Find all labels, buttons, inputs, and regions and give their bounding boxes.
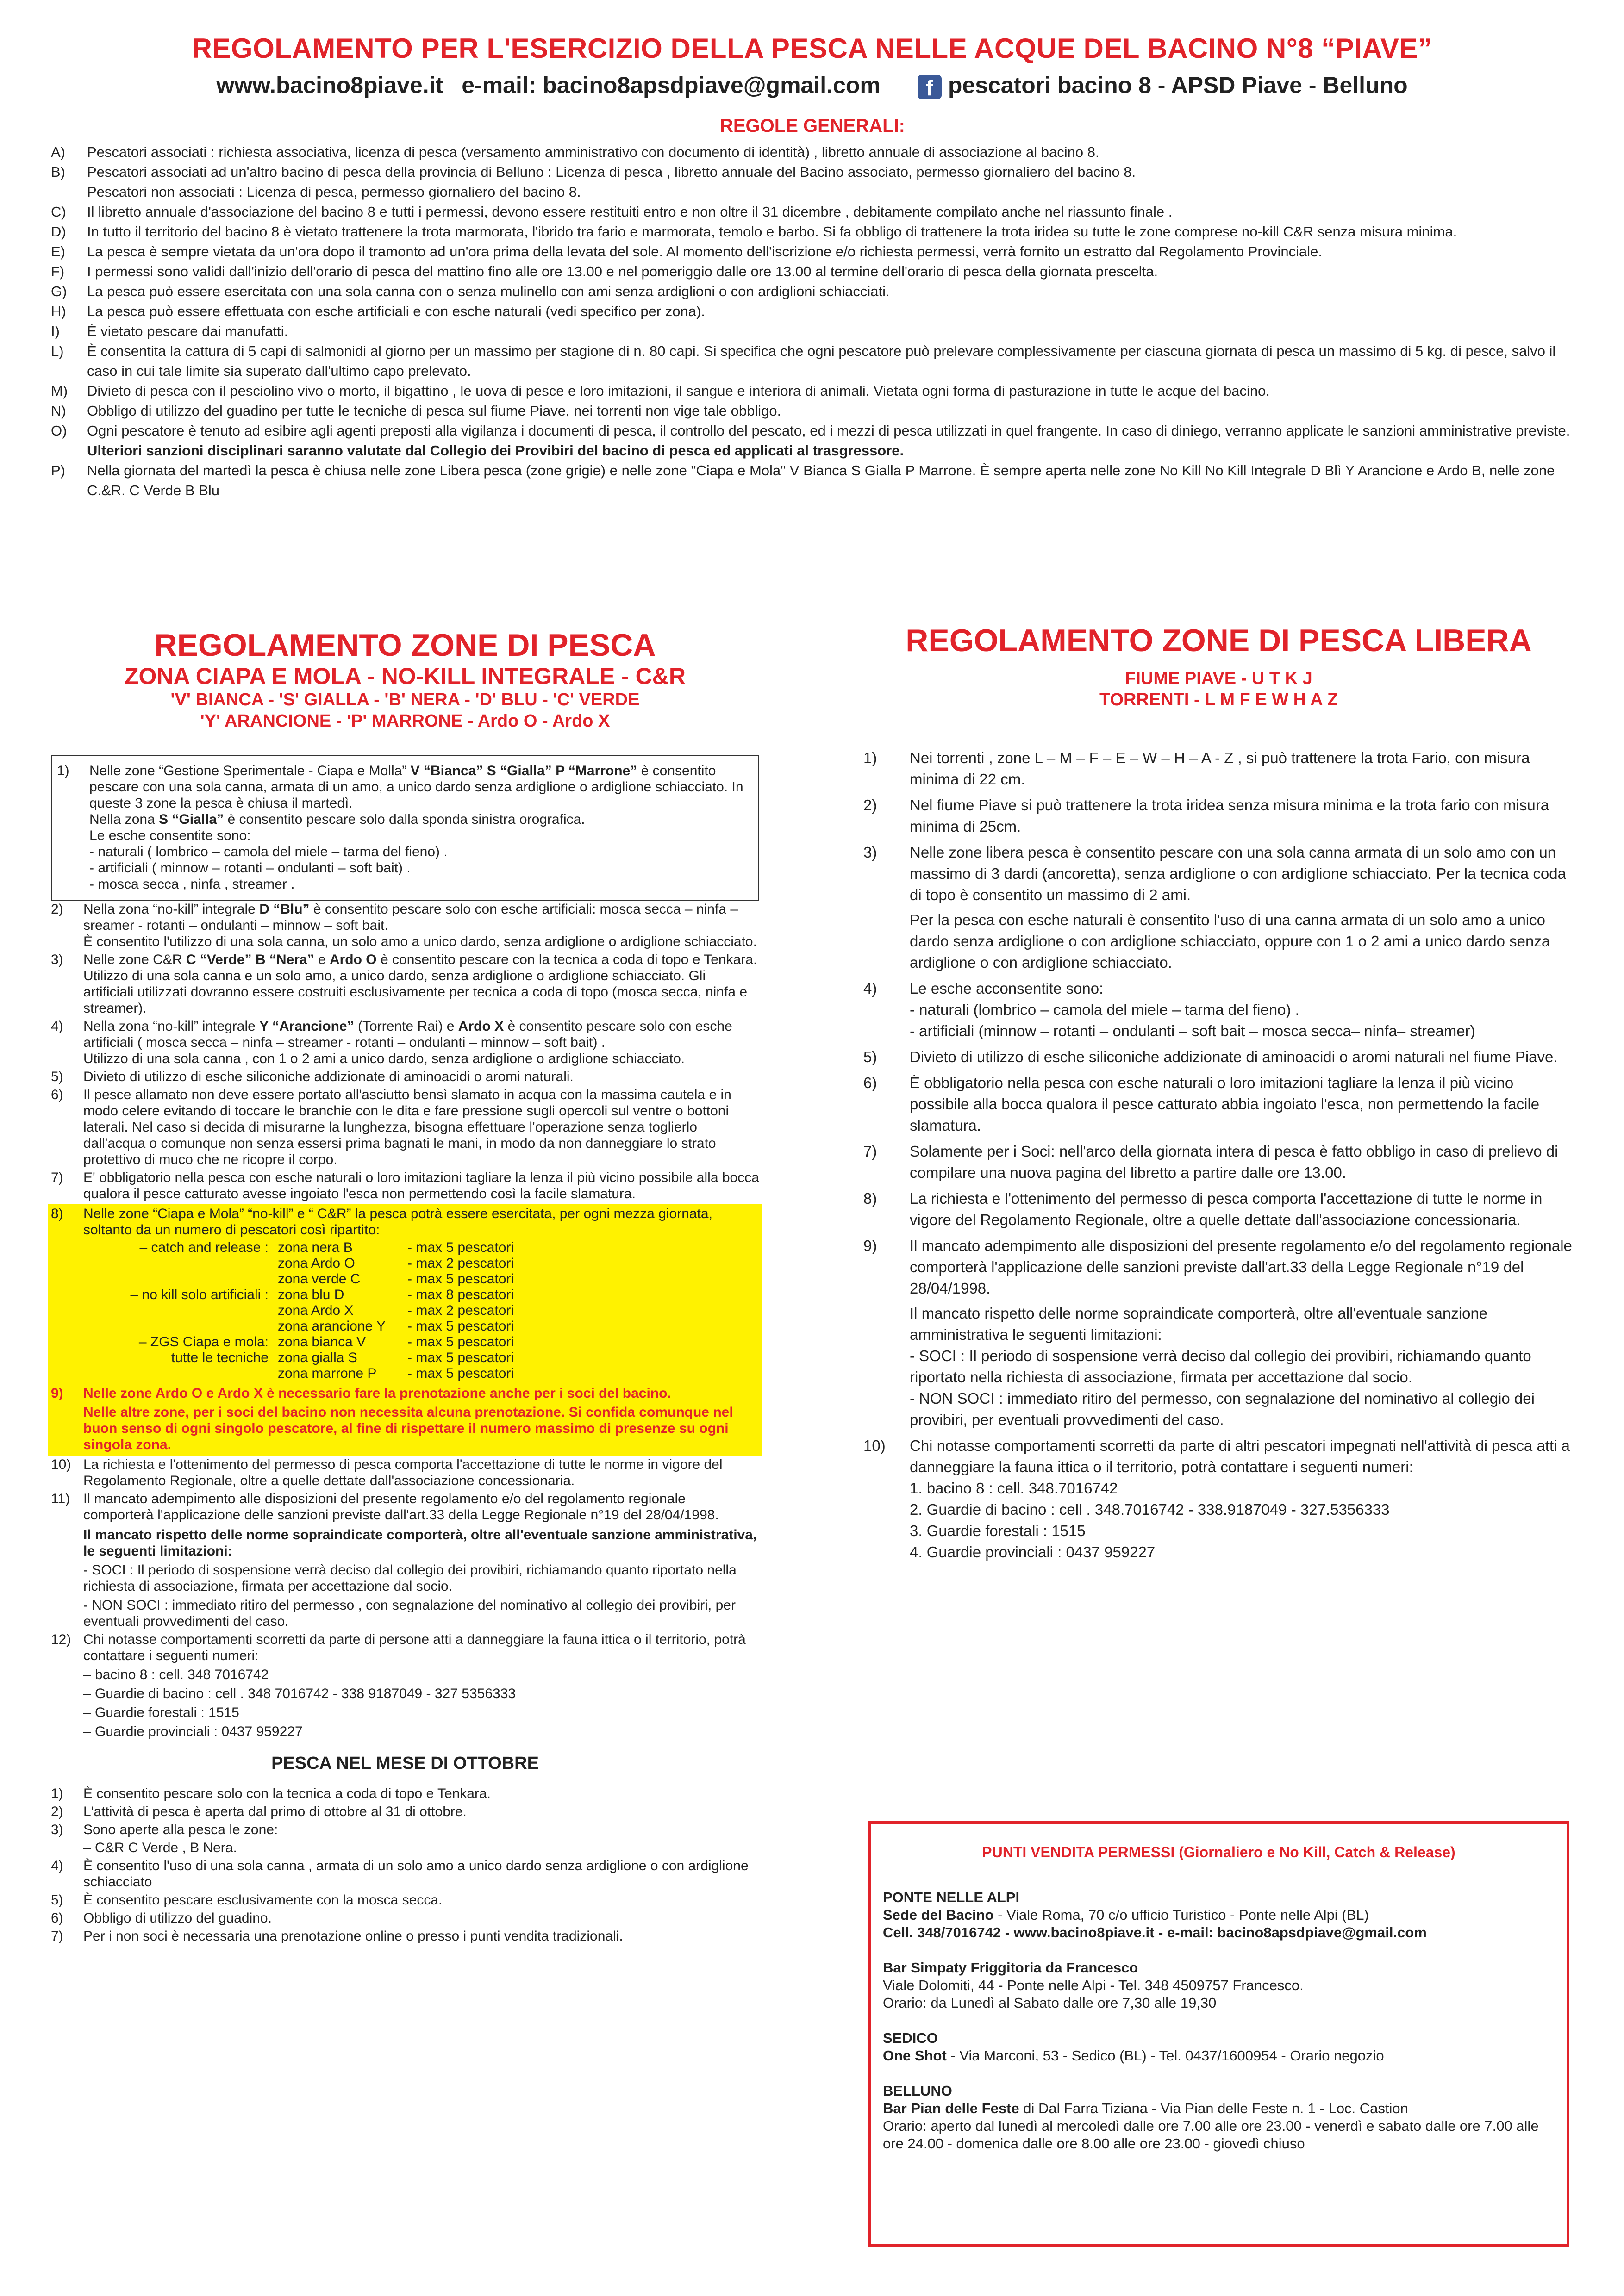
rule-text-bold: Ulteriori sanzioni disciplinari saranno valutate dal Collegio dei Provibiri del bacino di pesca ed applicati al trasgressore. xyxy=(87,442,904,459)
item-number: 5) xyxy=(51,1069,63,1084)
quota-zone: zona Ardo O xyxy=(278,1256,355,1271)
rule-text: La pesca è sempre vietata da un'ora dopo il tramonto ad un'ora prima della levata del sole. Al momento dell'iscrizione e/o richiesta permessi, verrà fornito un estratto dal Regolamento Provinciale. xyxy=(87,243,1322,260)
list-item xyxy=(51,1840,759,1856)
highlight-box xyxy=(48,1204,762,1456)
contact-line: – bacino 8 : cell. 348 7016742 xyxy=(83,1667,269,1682)
zone-name: S “Gialla” xyxy=(159,812,224,827)
item-number: 6) xyxy=(51,1910,63,1926)
item-text: È consentito l'utilizzo di una sola canna, un solo amo a unico dardo, senza ardiglione o ardiglione schiacciato. xyxy=(83,934,757,949)
rule-row xyxy=(51,281,1574,301)
item-text: Il mancato adempimento alle disposizioni del presente regolamento e/o del regolamento regionale comporterà l'applicazione delle sanzioni previste dall'art.33 della Legge Regionale n°19 del 28/04/1998. xyxy=(910,1237,1572,1297)
zone-name: Ardo O xyxy=(329,952,377,967)
item-number: 2) xyxy=(863,796,877,814)
rule-key: N) xyxy=(51,403,66,419)
contact-line: 1. bacino 8 : cell. 348.7016742 xyxy=(910,1480,1118,1497)
item-number: 3) xyxy=(863,844,877,861)
item-text: (Torrente Rai) e xyxy=(358,1019,455,1034)
item-text: e xyxy=(318,952,326,967)
point-address: - Viale Roma, 70 c/o ufficio Turistico - Ponte nelle Alpi (BL) xyxy=(993,1907,1369,1923)
contact-line: 2. Guardie di bacino : cell . 348.7016742 - 338.9187049 - 327.5356333 xyxy=(910,1501,1390,1518)
point-name: Bar Pian delle Feste xyxy=(883,2100,1019,2116)
list-item xyxy=(863,1435,1574,1563)
rule-key: A) xyxy=(51,144,65,160)
item-number: 10) xyxy=(863,1437,886,1454)
item-text: Sono aperte alla pesca le zone: xyxy=(83,1822,278,1837)
item-number: 1) xyxy=(863,749,877,766)
item-text: Utilizzo di una sola canna , con 1 o 2 ami a unico dardo, senza ardiglione o ardiglione schiacciato. xyxy=(83,1051,685,1066)
item-text: Nelle zone Ardo O e Ardo X è necessario fare la prenotazione anche per i soci del bacino. xyxy=(83,1386,671,1401)
quota-max: - max 2 pescatori xyxy=(407,1256,514,1271)
item-text: È consentito pescare esclusivamente con la mosca secca. xyxy=(83,1892,443,1908)
item-text: è consentito pescare con la tecnica a coda di topo e Tenkara. Utilizzo di una sola canna e un solo amo, a unico dardo, senza ardiglione o ardiglione schiacciato. Gli artificiali utilizzati dovranno essere costruiti esclusivamente per tecnica a coda di topo (mosca secca, ninfa e streamer). xyxy=(83,952,757,1016)
rule-key: B) xyxy=(51,164,65,180)
item-number: 12) xyxy=(51,1632,71,1647)
list-item xyxy=(51,1892,759,1908)
rule-key: D) xyxy=(51,224,66,240)
item-text: Per la pesca con esche naturali è consentito l'uso di una canna armata di un solo amo a unico dardo senza ardiglione o con ardiglione schiacciato, oppure con 1 o 2 ami a unico dardo senza ardiglione o con ardiglione schiacciato. xyxy=(910,911,1550,971)
point-hours: Orario: da Lunedì al Sabato dalle ore 7,30 alle 19,30 xyxy=(883,1995,1217,2011)
item-text: - naturali ( lombrico – camola del miele – tarma del fieno) . xyxy=(89,844,448,859)
list-item xyxy=(863,1235,1574,1431)
item-text: Obbligo di utilizzo del guadino. xyxy=(83,1910,272,1926)
quota-zone: zona bianca V xyxy=(278,1334,366,1350)
left-title: REGOLAMENTO ZONE DI PESCA xyxy=(154,628,656,663)
list-item xyxy=(863,795,1574,837)
item-text: Nei torrenti , zone L – M – F – E – W – H – A - Z , si può trattenere la trota Fario, con misura minima di 22 cm. xyxy=(910,749,1530,788)
zone-name: C “Verde” xyxy=(186,952,252,967)
item-number: 5) xyxy=(51,1892,63,1908)
rule-row xyxy=(51,242,1574,261)
quota-max: - max 5 pescatori xyxy=(407,1350,514,1365)
list-item xyxy=(51,1206,759,1238)
rule-key: I) xyxy=(51,323,60,339)
right-column xyxy=(863,622,1574,1568)
facebook-icon[interactable]: f xyxy=(918,75,942,99)
contact-line: – Guardie forestali : 1515 xyxy=(83,1705,239,1720)
left-column xyxy=(51,627,759,1946)
item-number: 8) xyxy=(863,1190,877,1207)
zone-name: Ardo X xyxy=(458,1019,504,1034)
item-text: È consentito pescare solo con la tecnica a coda di topo e Tenkara. xyxy=(83,1786,491,1801)
list-item xyxy=(51,1858,759,1890)
item-text: è consentito pescare solo con esche artificiali: mosca secca – ninfa – sreamer - rotanti – ondulanti – minnow – soft bait. xyxy=(83,902,738,933)
item-text: - artificiali ( minnow – rotanti – ondulanti – soft bait) . xyxy=(89,860,411,876)
point-of-sale xyxy=(883,2029,1555,2065)
rule-key: F) xyxy=(51,263,65,280)
rule-text: Pescatori associati ad un'altro bacino di pesca della provincia di Belluno : Licenza di pesca , libretto annuale del Bacino associato, permesso giornaliero del bacino 8. xyxy=(87,164,1136,180)
item-text: Nelle altre zone, per i soci del bacino non necessita alcuna prenotazione. Si confida comunque nel buon senso di ogni singolo pescatore, al fine di rispettare il numero massimo di presenze su ogni singola zona. xyxy=(83,1405,733,1452)
point-address: di Dal Farra Tiziana - Via Pian delle Feste n. 1 - Loc. Castion xyxy=(1019,2100,1408,2116)
rule-key: L) xyxy=(51,343,64,359)
rule-row xyxy=(51,321,1574,341)
quota-category xyxy=(120,1366,278,1381)
rule-key: E) xyxy=(51,243,65,260)
right-subtitle-river: FIUME PIAVE - U T K J xyxy=(1125,669,1312,688)
item-text: - SOCI : Il periodo di sospensione verrà deciso dal collegio dei provibiri, richiamando quanto riportato nella richiesta di associazione, firmata per accettazione dal socio. xyxy=(83,1562,737,1594)
right-title-block xyxy=(863,622,1574,710)
list-item xyxy=(51,1491,759,1630)
item-number: 8) xyxy=(51,1206,63,1221)
rule-text: Divieto di pesca con il pesciolino vivo o morto, il bigattino , le uova di pesce e loro imitazioni, il sangue e interiora di animali. Vietata ogni forma di pasturazione in tutte le acque del bacino. xyxy=(87,383,1270,399)
item-text: Nella zona “no-kill” integrale xyxy=(83,1019,256,1034)
contact-line: 3. Guardie forestali : 1515 xyxy=(910,1522,1086,1539)
item-text: Divieto di utilizzo di esche siliconiche addizionate di aminoacidi o aromi naturali. xyxy=(83,1069,574,1084)
item-text: Solamente per i Soci: nell'arco della giornata intera di pesca è fatto obbligo in caso di prelievo di compilare una nuova pagina del libretto a partire dalle ore 13.00. xyxy=(910,1143,1558,1181)
left-subtitle: ZONA CIAPA E MOLA - NO-KILL INTEGRALE - C&R xyxy=(125,663,686,689)
item-number: 9) xyxy=(51,1386,63,1401)
item-text: - naturali (lombrico – camola del miele – tarma del fieno) . xyxy=(910,1001,1299,1018)
point-hours: Orario: aperto dal lunedì al mercoledì dalle ore 7.00 alle ore 23.00 - venerdì e sabato dalle ore 7.00 alle ore 24.00 - domenica dalle ore 8.00 alle ore 23.00 - giovedì chiuso xyxy=(883,2118,1539,2152)
item-text: Il mancato rispetto delle norme sopraindicate comporterà, oltre all'eventuale sanzione amministrativa le seguenti limitazioni: xyxy=(910,1305,1488,1343)
rule-key xyxy=(51,182,87,202)
october-title: PESCA NEL MESE DI OTTOBRE xyxy=(271,1754,539,1773)
quota-max: - max 5 pescatori xyxy=(407,1366,514,1381)
point-city: SEDICO xyxy=(883,2030,938,2046)
list-item xyxy=(51,901,759,950)
quota-category: – no kill solo artificiali : xyxy=(130,1287,269,1302)
list-item xyxy=(51,1087,759,1168)
list-item xyxy=(863,842,1574,973)
item-number: 1) xyxy=(51,1786,63,1801)
rule-row xyxy=(51,222,1574,242)
list-item xyxy=(863,747,1574,790)
rule-row xyxy=(51,202,1574,222)
item-text: Per i non soci è necessaria una prenotazione online o presso i punti vendita tradizionali. xyxy=(83,1929,623,1944)
item-text: - NON SOCI : immediato ritiro del permesso, con segnalazione del nominativo al collegio dei provibiri, per eventuali provvedimenti del caso. xyxy=(910,1390,1535,1428)
item-number: 4) xyxy=(51,1019,63,1034)
list-item xyxy=(51,1170,759,1202)
list-item xyxy=(51,1910,759,1926)
item-text: Nelle zone “Gestione Sperimentale - Ciapa e Molla” xyxy=(89,763,407,778)
point-of-sale xyxy=(883,2082,1555,2153)
item-number: 1) xyxy=(57,763,69,778)
quota-max: - max 5 pescatori xyxy=(407,1271,514,1287)
quota-category: – ZGS Ciapa e mola: xyxy=(138,1334,269,1350)
quota-category xyxy=(120,1271,278,1287)
rule-key: O) xyxy=(51,423,67,439)
rule-key: C) xyxy=(51,204,66,220)
item-number: 7) xyxy=(51,1170,63,1185)
item-text: è consentito pescare con una sola canna, armata di un amo, a unico dardo senza ardiglione o ardiglione schiacciato. In queste 3 zone la pesca è chiusa il martedì. xyxy=(89,763,743,811)
rule-text: Pescatori associati : richiesta associativa, licenza di pesca (versamento amministrativo con documento di identità) , libretto annuale di associazione al bacino 8. xyxy=(87,144,1099,160)
list-item xyxy=(51,1786,759,1802)
rule-row xyxy=(51,401,1574,421)
quota-max: - max 5 pescatori xyxy=(407,1334,514,1350)
item-text: Nelle zone “Ciapa e Mola” “no-kill” e “ C&R” la pesca potrà essere esercitata, per ogni mezza giornata, soltanto da un numero di pescatori così ripartito: xyxy=(83,1206,712,1238)
rule-row xyxy=(51,421,1574,460)
facebook-link[interactable]: pescatori bacino 8 - APSD Piave - Belluno xyxy=(948,72,1408,98)
zone-names: V “Bianca” S “Gialla” P “Marrone” xyxy=(410,763,637,778)
item-number: 3) xyxy=(51,952,63,967)
point-city: BELLUNO xyxy=(883,2083,952,2099)
item-text: La richiesta e l'ottenimento del permesso di pesca comporta l'accettazione di tutte le norme in vigore del Regolamento Regionale, oltre a quelle dettate dall'associazione concessionaria. xyxy=(83,1457,723,1488)
quota-zone: zona arancione Y xyxy=(278,1319,386,1334)
rule-row xyxy=(51,162,1574,182)
item-text: Le esche acconsentite sono: xyxy=(910,980,1104,997)
item-text: Le esche consentite sono: xyxy=(89,828,251,843)
item-text: - artificiali (minnow – rotanti – ondulanti – soft bait – mosca secca– ninfa– streamer) xyxy=(910,1022,1475,1039)
point-address: Viale Dolomiti, 44 - Ponte nelle Alpi - Tel. 348 4509757 Francesco. xyxy=(883,1977,1304,1993)
rule-key: M) xyxy=(51,383,68,399)
item-number: 9) xyxy=(863,1237,877,1254)
item-text: È consentito l'uso di una sola canna , armata di un solo amo a unico dardo senza ardiglione o con ardiglione schiacciato xyxy=(83,1858,749,1890)
point-contacts: Cell. 348/7016742 - www.bacino8piave.it - e-mail: bacino8apsdpiave@gmail.com xyxy=(883,1924,1427,1941)
quota-zone: zona marrone P xyxy=(278,1366,377,1381)
rule-text: È vietato pescare dai manufatti. xyxy=(87,323,288,339)
list-item xyxy=(863,978,1574,1042)
item-text: - NON SOCI : immediato ritiro del permesso , con segnalazione del nominativo al collegio dei provibiri, per eventuali provvedimenti del caso. xyxy=(83,1598,736,1629)
zone-name: B xyxy=(255,952,266,967)
contact-line: 4. Guardie provinciali : 0437 959227 xyxy=(910,1543,1156,1561)
rule-text: I permessi sono validi dall'inizio dell'orario di pesca del mattino fino alle ore 13.00 e nel pomeriggio dalle ore 13.00 al termine dell'orario di pesca della giornata prescelta. xyxy=(87,263,1158,280)
list-item xyxy=(51,1804,759,1820)
rule-text: Nella giornata del martedì la pesca è chiusa nelle zone Libera pesca (zone grigie) e nelle zone "Ciapa e Mola" V Bianca S Gialla P Marrone. È sempre aperta nelle zone No Kill No Kill Integrale D Blì Y Arancione e Ardo B, nelle zone C.&R. C Verde B Blu xyxy=(87,462,1555,498)
list-item xyxy=(51,1069,759,1085)
item-text: - mosca secca , ninfa , streamer . xyxy=(89,877,295,892)
item-number: 6) xyxy=(51,1087,63,1102)
points-of-sale-box xyxy=(868,1821,1569,2247)
item-number: 4) xyxy=(51,1858,63,1873)
item-text: È obbligatorio nella pesca con esche naturali o loro imitazioni tagliare la lenza il più vicino possibile alla bocca qualora il pesce catturato abbia ingoiato l'esca, non permettendo la facile slamatura. xyxy=(910,1074,1540,1134)
left-zones-line2: 'Y' ARANCIONE - 'P' MARRONE - Ardo O - Ardo X xyxy=(200,711,610,731)
rule-key: G) xyxy=(51,283,67,299)
contacts-row xyxy=(0,72,1624,99)
contact-line: – Guardie provinciali : 0437 959227 xyxy=(83,1724,303,1739)
page-title: REGOLAMENTO PER L'ESERCIZIO DELLA PESCA NELLE ACQUE DEL BACINO N°8 “PIAVE” xyxy=(192,33,1432,64)
list-item xyxy=(863,1046,1574,1068)
quota-max: - max 8 pescatori xyxy=(407,1287,514,1302)
item-text: Nel fiume Piave si può trattenere la trota iridea senza misura minima e la trota fario con misura minima di 25cm. xyxy=(910,796,1549,835)
list-item xyxy=(51,1385,759,1453)
rule-row xyxy=(51,341,1574,381)
list-item xyxy=(51,1822,759,1838)
email-link[interactable]: e-mail: bacino8apsdpiave@gmail.com xyxy=(462,72,881,99)
rule-key: P) xyxy=(51,462,65,479)
item-text: E' obbligatorio nella pesca con esche naturali o loro imitazioni tagliare la lenza il più vicino possibile alla bocca qualora il pesce catturato avesse ingoiato l'esca non permettendo così la facile slamatura. xyxy=(83,1170,759,1201)
rule-row xyxy=(51,142,1574,162)
left-title-block xyxy=(51,627,759,732)
rule-text: Il libretto annuale d'associazione del bacino 8 e tutti i permessi, devono essere restituiti entro e non oltre il 31 dicembre , debitamente compilato anche nel riassunto finale . xyxy=(87,204,1173,220)
rule-row xyxy=(51,182,1574,202)
point-address: - Via Marconi, 53 - Sedico (BL) - Tel. 0437/1600954 - Orario negozio xyxy=(946,2047,1384,2064)
quota-zone: zona verde C xyxy=(278,1271,361,1287)
quota-max: - max 5 pescatori xyxy=(407,1240,514,1255)
point-name: Bar Simpaty Friggitoria da Francesco xyxy=(883,1960,1138,1976)
point-of-sale xyxy=(883,1959,1555,2012)
list-item xyxy=(51,1018,759,1067)
list-item xyxy=(863,1141,1574,1183)
item-number: 7) xyxy=(51,1929,63,1944)
item-number: 6) xyxy=(863,1074,877,1091)
list-item xyxy=(863,1188,1574,1231)
rule-text: In tutto il territorio del bacino 8 è vietato trattenere la trota marmorata, l'ibrido tra fario e marmorata, temolo e barbo. Si fa obbligo di trattenere la trota iridea su tutte le zone comprese no-kill C&R senza misura minima. xyxy=(87,224,1457,240)
page-header xyxy=(0,32,1624,99)
point-name: Sede del Bacino xyxy=(883,1907,994,1923)
item-text: è consentito pescare solo dalla sponda sinistra orografica. xyxy=(227,812,585,827)
item-text: Il pesce allamato non deve essere portato all'asciutto bensì slamato in acqua con la massima cautela e in modo celere evitando di toccare le branchie con le dita e fare pressione sugli opercoli sul ventre o bottoni laterali. Nel caso si decida di misurarne la lunghezza, bisogna effettuare l'operazione senza toglierlo dall'acqua o comunque non senza essersi prima bagnati le mani, in modo da non danneggiare lo strato protettivo di muco che ne ricopre il corpo. xyxy=(83,1087,731,1167)
item-text: Il mancato adempimento alle disposizioni del presente regolamento e/o del regolamento regionale comporterà l'applicazione delle sanzioni previste dall'art.33 della Legge Regionale n°19 del 28/04/1998. xyxy=(83,1491,719,1523)
item-text: L'attività di pesca è aperta dal primo di ottobre al 31 di ottobre. xyxy=(83,1804,467,1819)
item-text: La richiesta e l'ottenimento del permesso di pesca comporta l'accettazione di tutte le norme in vigore del Regolamento Regionale, oltre a quelle dettate dall'associazione concessionaria. xyxy=(910,1190,1543,1228)
quota-category xyxy=(120,1256,278,1271)
item-text: - SOCI : Il periodo di sospensione verrà deciso dal collegio dei provibiri, richiamando quanto riportato nella richiesta di associazione, firmata per accettazione dal socio. xyxy=(910,1347,1531,1386)
zone-name: “Nera” xyxy=(269,952,314,967)
zone-name: D “Blu” xyxy=(259,902,310,917)
item-number: 10) xyxy=(51,1457,71,1472)
rule-key: H) xyxy=(51,303,66,319)
rule-text: Obbligo di utilizzo del guadino per tutte le tecniche di pesca sul fiume Piave, nei torrenti non vige tale obbligo. xyxy=(87,403,781,419)
item-text: Nella zona “no-kill” integrale xyxy=(83,902,256,917)
rule-text: È consentita la cattura di 5 capi di salmonidi al giorno per un massimo per stagione di n. 80 capi. Si specifica che ogni pescatore può prelevare complessivamente per ciascuna giornata di pesca un massimo di 5 kg. di pesce, salvo il caso in cui tale limite sia superato dall'ultimo capo prelevato. xyxy=(87,343,1556,379)
item-1-box xyxy=(51,755,759,901)
quota-category xyxy=(120,1319,278,1334)
item-number: 2) xyxy=(51,902,63,917)
rule-text: Pescatori non associati : Licenza di pesca, permesso giornaliero del bacino 8. xyxy=(87,184,581,200)
item-text: Nelle zone C&R xyxy=(83,952,182,967)
quota-category: tutte le tecniche xyxy=(171,1350,269,1365)
left-zones-line1: 'V' BIANCA - 'S' GIALLA - 'B' NERA - 'D' BLU - 'C' VERDE xyxy=(170,690,640,709)
rule-row xyxy=(51,301,1574,321)
item-text: Chi notasse comportamenti scorretti da parte di persone atti a danneggiare la fauna ittica o il territorio, potrà contattare i seguenti numeri: xyxy=(83,1632,746,1663)
item-number: 11) xyxy=(51,1491,70,1506)
point-name: One Shot xyxy=(883,2047,947,2064)
contact-line: – Guardie di bacino : cell . 348 7016742 - 338 9187049 - 327 5356333 xyxy=(83,1686,516,1701)
rule-row xyxy=(51,381,1574,401)
item-text: Chi notasse comportamenti scorretti da parte di altri pescatori impegnati nell'attività di pesca atti a danneggiare la fauna ittica o il territorio, potrà contattare i seguenti numeri: xyxy=(910,1437,1570,1475)
quota-zone: zona gialla S xyxy=(278,1350,357,1365)
item-text: Il mancato rispetto delle norme sopraindicate comporterà, oltre all'eventuale sanzione amministrativa, le seguenti limitazioni: xyxy=(83,1527,757,1559)
quota-zone: zona nera B xyxy=(278,1240,353,1255)
point-of-sale xyxy=(883,1889,1555,1941)
list-item xyxy=(51,1456,759,1489)
general-rules xyxy=(51,116,1574,500)
item-text: – C&R C Verde , B Nera. xyxy=(83,1840,237,1855)
list-item xyxy=(51,1928,759,1944)
zone-name: Y “Arancione” xyxy=(259,1019,354,1034)
quota-table xyxy=(120,1240,759,1381)
quota-max: - max 2 pescatori xyxy=(407,1303,514,1318)
item-text: Nelle zone libera pesca è consentito pescare con una sola canna armata di un solo amo con un massimo di 3 dardi (ancoretta), senza ardiglione o con ardiglione schiacciato. Per la tecnica coda di topo è consentito un massimo di 2 ami. xyxy=(910,844,1566,903)
rule-text: Ogni pescatore è tenuto ad esibire agli agenti preposti alla vigilanza i documenti di pesca, il controllo del pescato, ed i mezzi di pesca utilizzati in quel frangente. In caso di diniego, verranno applicate le sanzioni amministrative previste. xyxy=(87,423,1570,439)
rule-text: La pesca può essere effettuata con esche artificiali e con esche naturali (vedi specifico per zona). xyxy=(87,303,705,319)
quota-category xyxy=(120,1303,278,1319)
list-item xyxy=(51,952,759,1016)
item-text: è consentito pescare solo con esche artificiali ( mosca secca – ninfa – streamer - rotanti – ondulanti – minnow – soft bait) . xyxy=(83,1019,732,1050)
rule-row xyxy=(51,261,1574,281)
right-subtitle-streams: TORRENTI - L M F E W H A Z xyxy=(1099,690,1338,709)
quota-zone: zona Ardo X xyxy=(278,1303,354,1318)
quota-category: – catch and release : xyxy=(139,1240,269,1255)
item-text: Nella zona xyxy=(89,812,155,827)
quota-max: - max 5 pescatori xyxy=(407,1319,514,1334)
rule-row xyxy=(51,460,1574,500)
item-number: 4) xyxy=(863,980,877,997)
item-number: 5) xyxy=(863,1048,877,1065)
right-title: REGOLAMENTO ZONE DI PESCA LIBERA xyxy=(906,623,1532,658)
general-rules-title: REGOLE GENERALI: xyxy=(719,116,906,136)
points-title: PUNTI VENDITA PERMESSI (Giornaliero e No Kill, Catch & Release) xyxy=(982,1844,1455,1860)
item-text: Divieto di utilizzo di esche siliconiche addizionate di aminoacidi o aromi naturali nel fiume Piave. xyxy=(910,1048,1558,1065)
point-city: PONTE NELLE ALPI xyxy=(883,1889,1020,1905)
item-number: 2) xyxy=(51,1804,63,1819)
list-item xyxy=(863,1072,1574,1136)
list-item xyxy=(51,1631,759,1740)
item-number: 7) xyxy=(863,1143,877,1160)
website-link[interactable]: www.bacino8piave.it xyxy=(216,72,443,99)
rule-text: La pesca può essere esercitata con una sola canna con o senza mulinello con ami senza ardiglioni o con ardiglioni schiacciati. xyxy=(87,283,890,299)
quota-zone: zona blu D xyxy=(278,1287,344,1302)
item-number xyxy=(51,1840,83,1856)
list-item xyxy=(57,763,750,892)
item-number: 3) xyxy=(51,1822,63,1837)
